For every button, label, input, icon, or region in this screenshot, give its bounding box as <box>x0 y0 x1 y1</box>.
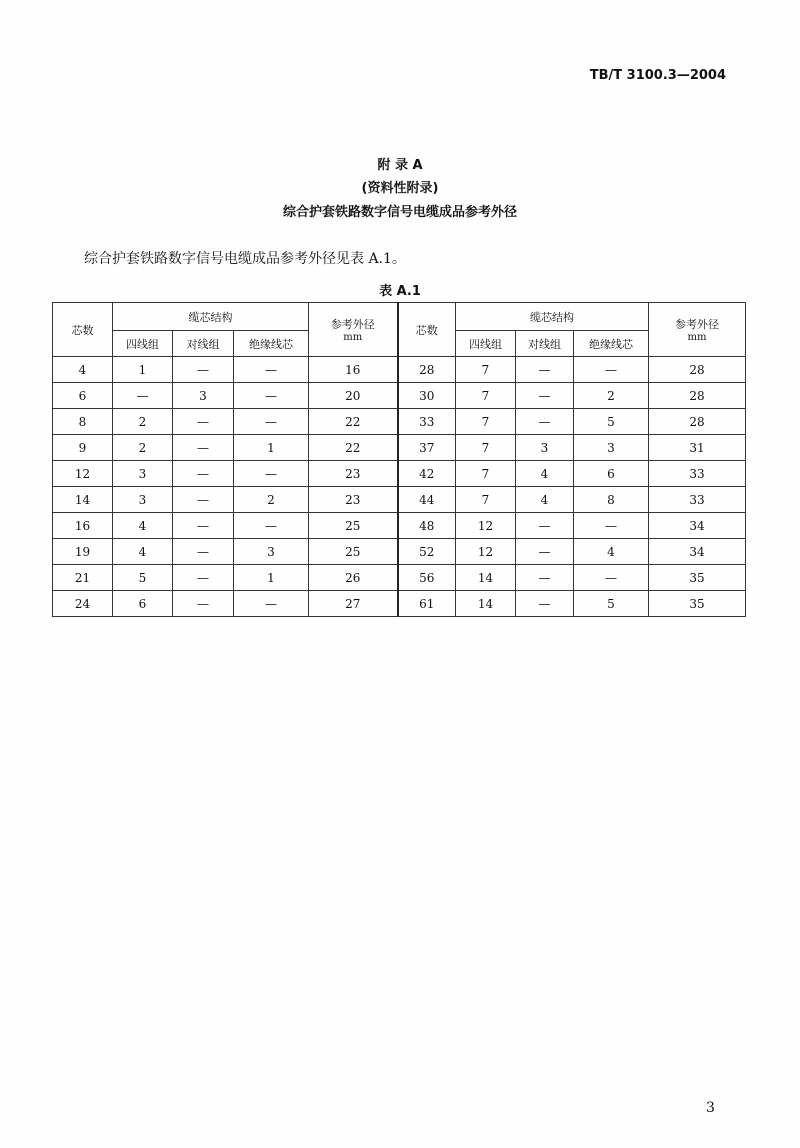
body-paragraph: 综合护套铁路数字信号电缆成品参考外径见表 A.1。 <box>84 251 406 267</box>
table-cell: 20 <box>309 383 398 409</box>
table-cell: 4 <box>574 539 649 565</box>
table-cell: — <box>516 539 574 565</box>
table-cell: — <box>173 565 234 591</box>
header-diameter <box>649 303 746 357</box>
table-cell: 37 <box>398 435 456 461</box>
header-pair: 对线组 <box>516 331 574 357</box>
table-cell: 2 <box>574 383 649 409</box>
table-cell: 21 <box>53 565 113 591</box>
table-cell: — <box>173 513 234 539</box>
table-cell: — <box>516 357 574 383</box>
header-quad: 四线组 <box>113 331 173 357</box>
table-cell: 5 <box>574 591 649 617</box>
table-cell: 23 <box>309 461 398 487</box>
table-cell: 61 <box>398 591 456 617</box>
table-cell: 34 <box>649 539 746 565</box>
table-row <box>53 409 746 435</box>
table-cell: 4 <box>113 513 173 539</box>
table-cell: — <box>173 487 234 513</box>
table-cell: — <box>516 409 574 435</box>
table-cell: 4 <box>516 461 574 487</box>
table-row <box>53 461 746 487</box>
table-row <box>53 357 746 383</box>
table-cell: 3 <box>113 461 173 487</box>
table-cell: 7 <box>456 435 516 461</box>
table-cell: 23 <box>309 487 398 513</box>
table-cell: 22 <box>309 409 398 435</box>
table-cell: — <box>516 383 574 409</box>
unit-label: mm <box>687 332 707 343</box>
table-cell: — <box>173 357 234 383</box>
table-cell: — <box>173 435 234 461</box>
table-cell: 4 <box>113 539 173 565</box>
table-cell: — <box>113 383 173 409</box>
table-cell: — <box>234 591 309 617</box>
table-cell: — <box>234 461 309 487</box>
table-cell: — <box>234 357 309 383</box>
table-cell: — <box>234 513 309 539</box>
table-row <box>53 591 746 617</box>
table-cell: 6 <box>53 383 113 409</box>
table-cell: 14 <box>456 565 516 591</box>
table-cell: — <box>173 539 234 565</box>
table-cell: 28 <box>649 383 746 409</box>
table-cell: — <box>574 565 649 591</box>
table-cell: 28 <box>398 357 456 383</box>
table-cell: 24 <box>53 591 113 617</box>
table-row <box>53 513 746 539</box>
table-cell: 5 <box>113 565 173 591</box>
table-cell: 3 <box>574 435 649 461</box>
table-cell: 7 <box>456 409 516 435</box>
table-cell: 33 <box>649 461 746 487</box>
table-cell: 5 <box>574 409 649 435</box>
diameter-label: 参考外径 <box>330 318 375 331</box>
table-cell: 22 <box>309 435 398 461</box>
table-cell: 7 <box>456 461 516 487</box>
table-row <box>53 565 746 591</box>
table-cell: 1 <box>113 357 173 383</box>
table-cell: — <box>516 591 574 617</box>
appendix-title: 附 录 A <box>377 158 423 173</box>
table-cell: 16 <box>53 513 113 539</box>
table-cell: 2 <box>113 435 173 461</box>
table-cell: 3 <box>516 435 574 461</box>
appendix-type: (资料性附录) <box>361 181 439 196</box>
table-cell: 28 <box>649 409 746 435</box>
table-row <box>53 435 746 461</box>
page-number: 3 <box>706 1100 715 1116</box>
appendix-subtitle: 综合护套铁路数字信号电缆成品参考外径 <box>282 205 517 220</box>
table-cell: 6 <box>574 461 649 487</box>
table-cell: 44 <box>398 487 456 513</box>
table-cell: 12 <box>456 539 516 565</box>
table-cell: 25 <box>309 513 398 539</box>
header-structure: 缆芯结构 <box>456 303 649 331</box>
table-cell: 8 <box>574 487 649 513</box>
table-cell: 4 <box>516 487 574 513</box>
reference-diameter-table <box>52 302 746 617</box>
table-cell: — <box>173 409 234 435</box>
table-cell: — <box>173 591 234 617</box>
table-cell: 14 <box>53 487 113 513</box>
table-cell: 30 <box>398 383 456 409</box>
header-structure: 缆芯结构 <box>113 303 309 331</box>
standard-number: TB/T 3100.3—2004 <box>589 68 726 83</box>
table-cell: 7 <box>456 383 516 409</box>
table-cell: 2 <box>113 409 173 435</box>
table-cell: 35 <box>649 565 746 591</box>
header-diameter <box>309 303 398 357</box>
table-body <box>53 357 746 617</box>
header-quad: 四线组 <box>456 331 516 357</box>
table-row <box>53 539 746 565</box>
table-cell: 35 <box>649 591 746 617</box>
table-cell: — <box>234 383 309 409</box>
table-cell: 1 <box>234 565 309 591</box>
table-cell: — <box>516 565 574 591</box>
table-cell: 6 <box>113 591 173 617</box>
table-cell: 12 <box>456 513 516 539</box>
table-cell: — <box>574 513 649 539</box>
table-cell: 12 <box>53 461 113 487</box>
unit-label: mm <box>343 332 363 343</box>
table-cell: 8 <box>53 409 113 435</box>
table-cell: 28 <box>649 357 746 383</box>
header-insulated: 绝缘线芯 <box>234 331 309 357</box>
table-cell: 9 <box>53 435 113 461</box>
table-cell: 31 <box>649 435 746 461</box>
table-cell: — <box>173 461 234 487</box>
table-cell: — <box>516 513 574 539</box>
table-cell: 2 <box>234 487 309 513</box>
table-cell: 1 <box>234 435 309 461</box>
table-cell: 14 <box>456 591 516 617</box>
diameter-label: 参考外径 <box>675 318 719 331</box>
table-row <box>53 383 746 409</box>
table-cell: 33 <box>398 409 456 435</box>
table-row <box>53 487 746 513</box>
table-cell: 26 <box>309 565 398 591</box>
table-caption: 表 A.1 <box>379 284 421 299</box>
table-cell: 48 <box>398 513 456 539</box>
header-insulated: 绝缘线芯 <box>574 331 649 357</box>
table-cell: 33 <box>649 487 746 513</box>
header-cores: 芯数 <box>398 303 456 357</box>
table-cell: 3 <box>113 487 173 513</box>
table-cell: 25 <box>309 539 398 565</box>
table-cell: 52 <box>398 539 456 565</box>
table-cell: 7 <box>456 487 516 513</box>
table-cell: — <box>574 357 649 383</box>
table-cell: 4 <box>53 357 113 383</box>
table-cell: 19 <box>53 539 113 565</box>
header-pair: 对线组 <box>173 331 234 357</box>
table-cell: 27 <box>309 591 398 617</box>
table-cell: 34 <box>649 513 746 539</box>
table-cell: 3 <box>234 539 309 565</box>
table-cell: 42 <box>398 461 456 487</box>
table-cell: 16 <box>309 357 398 383</box>
header-cores: 芯数 <box>53 303 113 357</box>
table-cell: 56 <box>398 565 456 591</box>
table-cell: — <box>234 409 309 435</box>
table-cell: 7 <box>456 357 516 383</box>
table-cell: 3 <box>173 383 234 409</box>
